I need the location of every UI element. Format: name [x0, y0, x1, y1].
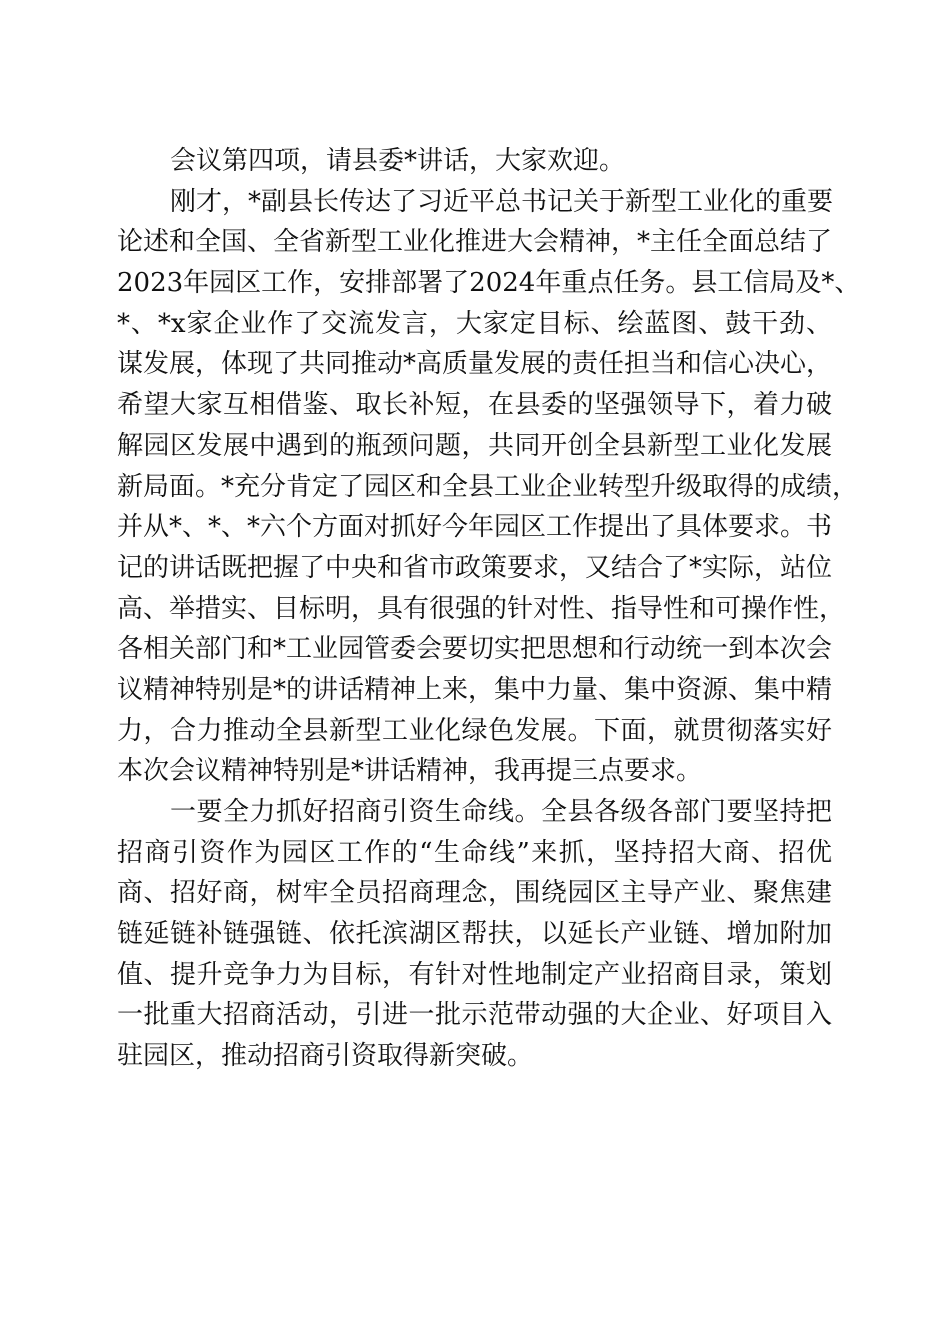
paragraph-line: 刚才，*副县长传达了习近平总书记关于新型工业化的重要 [170, 186, 834, 217]
paragraph-line: 2023年园区工作，安排部署了2024年重点任务。县工信局及*、 [117, 268, 861, 299]
document-body [117, 141, 861, 1077]
paragraph-line: 一批重大招商活动，引进一批示范带动强的大企业、好项目入 [117, 1000, 832, 1031]
paragraph-opening [117, 141, 832, 182]
paragraph-line: 会议第四项，请县委*讲话，大家欢迎。 [170, 146, 626, 176]
paragraph-line: 本次会议精神特别是*讲话精神，我再提三点要求。 [117, 756, 703, 787]
paragraph-line: 解园区发展中遇到的瓶颈问题，共同开创全县新型工业化发展 [117, 430, 832, 461]
paragraph-line: 招商引资作为园区工作的“生命线”来抓，坚持招大商、招优 [117, 837, 832, 868]
paragraph-line: 新局面。*充分肯定了园区和全县工业企业转型升级取得的成绩， [117, 471, 859, 502]
paragraph-line: 一要全力抓好招商引资生命线。全县各级各部门要坚持把 [170, 797, 832, 827]
paragraph-line: 记的讲话既把握了中央和省市政策要求，又结合了*实际，站位 [117, 552, 833, 583]
paragraph-requirement-one [117, 792, 832, 1077]
paragraph-line: 力，合力推动全县新型工业化绿色发展。下面，就贯彻落实好 [117, 715, 832, 746]
paragraph-summary [117, 182, 861, 792]
paragraph-line: 商、招好商，树牢全员招商理念，围绕园区主导产业、聚焦建 [117, 878, 832, 909]
paragraph-line: 驻园区，推动招商引资取得新突破。 [117, 1041, 534, 1072]
paragraph-line: 值、提升竞争力为目标，有针对性地制定产业招商目录，策划 [117, 959, 832, 990]
paragraph-line: 希望大家互相借鉴、取长补短，在县委的坚强领导下，着力破 [117, 390, 832, 421]
paragraph-line: 论述和全国、全省新型工业化推进大会精神，*主任全面总结了 [117, 227, 833, 258]
paragraph-line: 链延链补链强链、依托滨湖区帮扶，以延长产业链、增加附加 [117, 919, 832, 950]
paragraph-line: *、*x家企业作了交流发言，大家定目标、绘蓝图、鼓干劲、 [117, 308, 832, 339]
paragraph-line: 谋发展，体现了共同推动*高质量发展的责任担当和信心决心， [117, 349, 833, 380]
paragraph-line: 议精神特别是*的讲话精神上来，集中力量、集中资源、集中精 [117, 674, 833, 705]
paragraph-line: 各相关部门和*工业园管委会要切实把思想和行动统一到本次会 [117, 634, 833, 665]
paragraph-line: 高、举措实、目标明，具有很强的针对性、指导性和可操作性， [117, 593, 846, 624]
paragraph-line: 并从*、*、*六个方面对抓好今年园区工作提出了具体要求。书 [117, 512, 833, 543]
